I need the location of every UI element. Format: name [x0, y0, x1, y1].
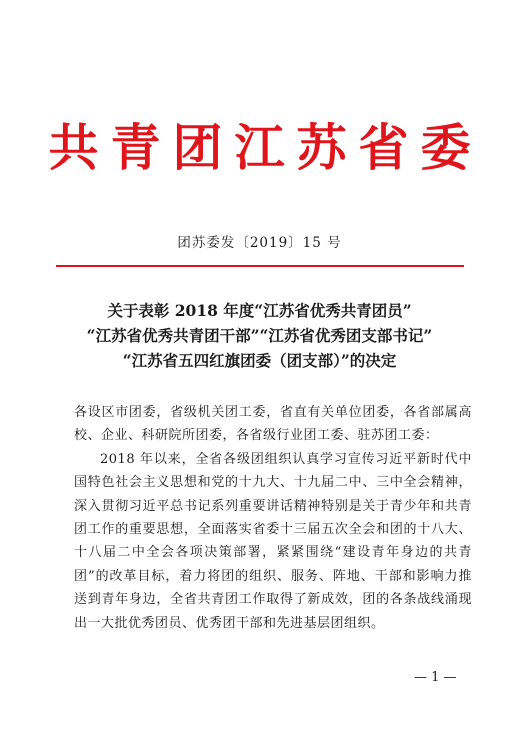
red-divider-line	[56, 265, 464, 267]
body-paragraph: 2018 年以来，全省各级团组织认真学习宣传习近平新时代中国特色社会主义思想和党的十九大、十九届二中、三中全会精神，深入贯彻习近平总书记系列重要讲话精神特别是关于青少年和共青团工作的重要思想，全面落实省委十三届五次全会和团的十八大、十八届二中全会各项决策部署，紧紧围绕“建设青年身边的共青团”的改革目标，着力将团的组织、服务、阵地、干部和影响力推送到青年身边，全省共青团工作取得了新成效，团的各条战线涌现出一大批优秀团员、优秀团干部和先进基层团组织。	[74, 451, 472, 631]
page-number: — 1 —	[414, 670, 457, 685]
title-line-2: “江苏省优秀共青团干部”“江苏省优秀团支部书记”	[86, 326, 433, 345]
document-body	[74, 401, 472, 635]
org-title: 共青团江苏省委	[48, 118, 483, 177]
document-number: 团苏委发〔2019〕15 号	[177, 235, 342, 251]
salutation: 各设区市团委，省级机关团工委，省直有关单位团委，各省部属高校、企业、科研院所团委，各省级行业团工委、驻苏团工委：	[74, 405, 472, 444]
title-line-1: 关于表彰 2018 年度“江苏省优秀共青团员”	[107, 301, 412, 320]
document-title	[40, 298, 479, 373]
title-line-3: “江苏省五四红旗团委（团支部）”的决定	[122, 351, 397, 370]
